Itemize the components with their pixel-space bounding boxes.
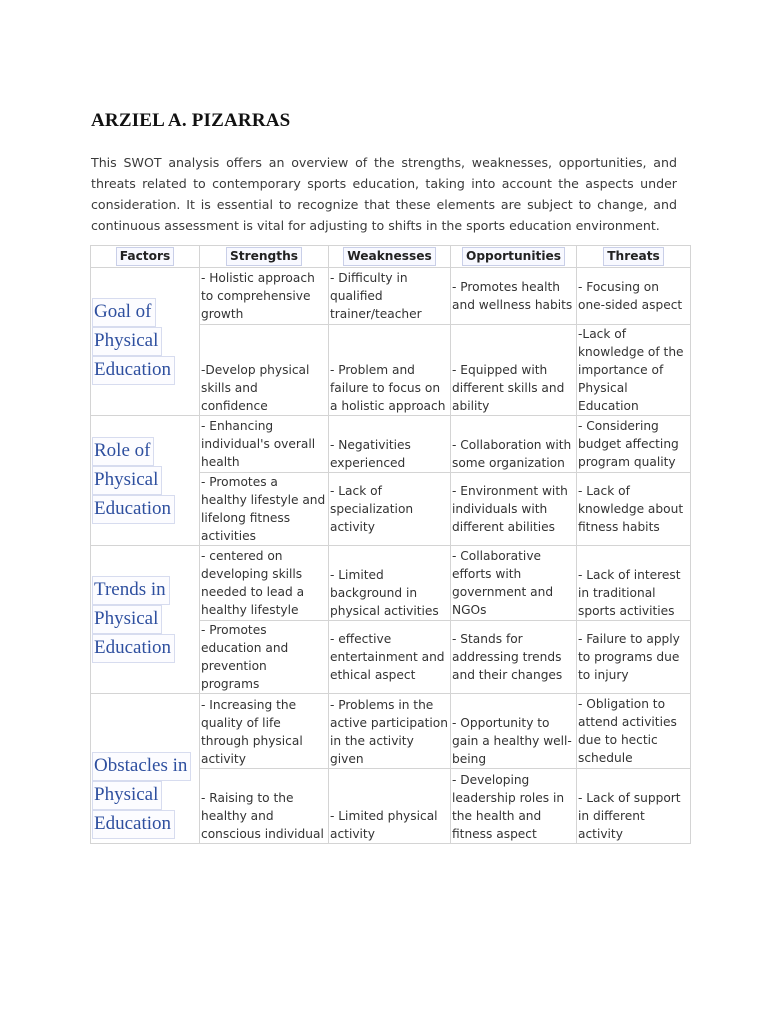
factor-line: Physical: [92, 781, 162, 810]
table-cell: -Develop physical skills and confidence: [200, 325, 329, 416]
table-cell: - Enhancing individual's overall health: [200, 416, 329, 473]
intro-paragraph: This SWOT analysis offers an overview of the strengths, weaknesses, opportunities, and threats related to contemporary sports education, taking into account the aspects under consideration. It is essential to recognize that these elements are subject to change, and continuous assessment is vital for adjusting to shifts in the sports education environment.: [91, 155, 677, 233]
table-cell: - Collaborative efforts with government and NGOs: [451, 546, 577, 621]
table-cell: - Stands for addressing trends and their changes: [451, 621, 577, 694]
table-cell: - Developing leadership roles in the health and fitness aspect: [451, 769, 577, 844]
table-cell: - Lack of knowledge about fitness habits: [577, 473, 691, 546]
table-cell: -Lack of knowledge of the importance of Physical Education: [577, 325, 691, 416]
factor-trends-in-physical-education: [91, 546, 200, 694]
factor-line: Education: [92, 634, 175, 663]
header-strengths: [200, 246, 329, 268]
table-row: [91, 268, 691, 325]
header-row: [91, 246, 691, 268]
table-cell: - centered on developing skills needed to lead a healthy lifestyle: [200, 546, 329, 621]
table-row: [91, 546, 691, 621]
table-cell: - Problem and failure to focus on a holistic approach: [329, 325, 451, 416]
table-cell: - Raising to the healthy and conscious individual: [200, 769, 329, 844]
header-opportunities: [451, 246, 577, 268]
table-cell: - Equipped with different skills and ability: [451, 325, 577, 416]
table-cell: - Failure to apply to programs due to injury: [577, 621, 691, 694]
factor-line: Physical: [92, 327, 162, 356]
header-label: Threats: [603, 247, 664, 266]
table-cell: - Promotes health and wellness habits: [451, 268, 577, 325]
header-label: Opportunities: [462, 247, 565, 266]
header-label: Strengths: [226, 247, 302, 266]
header-label: Factors: [116, 247, 175, 266]
table-cell: - Difficulty in qualified trainer/teacher: [329, 268, 451, 325]
table-cell: - Promotes a healthy lifestyle and lifelong fitness activities: [200, 473, 329, 546]
table-cell: - Collaboration with some organization: [451, 416, 577, 473]
table-cell: - effective entertainment and ethical aspect: [329, 621, 451, 694]
table-cell: - Environment with individuals with different abilities: [451, 473, 577, 546]
swot-table: [90, 245, 691, 844]
factor-line: Obstacles in: [92, 752, 191, 781]
header-threats: [577, 246, 691, 268]
table-cell: - Focusing on one-sided aspect: [577, 268, 691, 325]
factor-line: Goal of: [92, 298, 156, 327]
factor-obstacles-in-physical-education: [91, 694, 200, 844]
table-cell: - Lack of interest in traditional sports activities: [577, 546, 691, 621]
factor-line: Physical: [92, 605, 162, 634]
document-title: ARZIEL A. PIZARRAS: [91, 110, 291, 131]
table-cell: - Increasing the quality of life through physical activity: [200, 694, 329, 769]
table-cell: - Problems in the active participation in the activity given: [329, 694, 451, 769]
table-cell: - Promotes education and prevention programs: [200, 621, 329, 694]
table-cell: - Obligation to attend activities due to hectic schedule: [577, 694, 691, 769]
table-row: [91, 694, 691, 769]
table-cell: - Negativities experienced: [329, 416, 451, 473]
table-cell: - Holistic approach to comprehensive growth: [200, 268, 329, 325]
factor-goal-of-physical-education: [91, 268, 200, 416]
factor-line: Role of: [92, 437, 154, 466]
factor-role-of-physical-education: [91, 416, 200, 546]
table-cell: - Lack of support in different activity: [577, 769, 691, 844]
factor-line: Trends in: [92, 576, 170, 605]
factor-line: Education: [92, 810, 175, 839]
header-label: Weaknesses: [343, 247, 436, 266]
table-cell: - Lack of specialization activity: [329, 473, 451, 546]
table-cell: - Opportunity to gain a healthy well-being: [451, 694, 577, 769]
table-cell: - Limited background in physical activities: [329, 546, 451, 621]
table-cell: - Limited physical activity: [329, 769, 451, 844]
table-row: [91, 416, 691, 473]
header-weaknesses: [329, 246, 451, 268]
factor-line: Physical: [92, 466, 162, 495]
table-cell: - Considering budget affecting program quality: [577, 416, 691, 473]
header-factors: [91, 246, 200, 268]
factor-line: Education: [92, 495, 175, 524]
factor-line: Education: [92, 356, 175, 385]
